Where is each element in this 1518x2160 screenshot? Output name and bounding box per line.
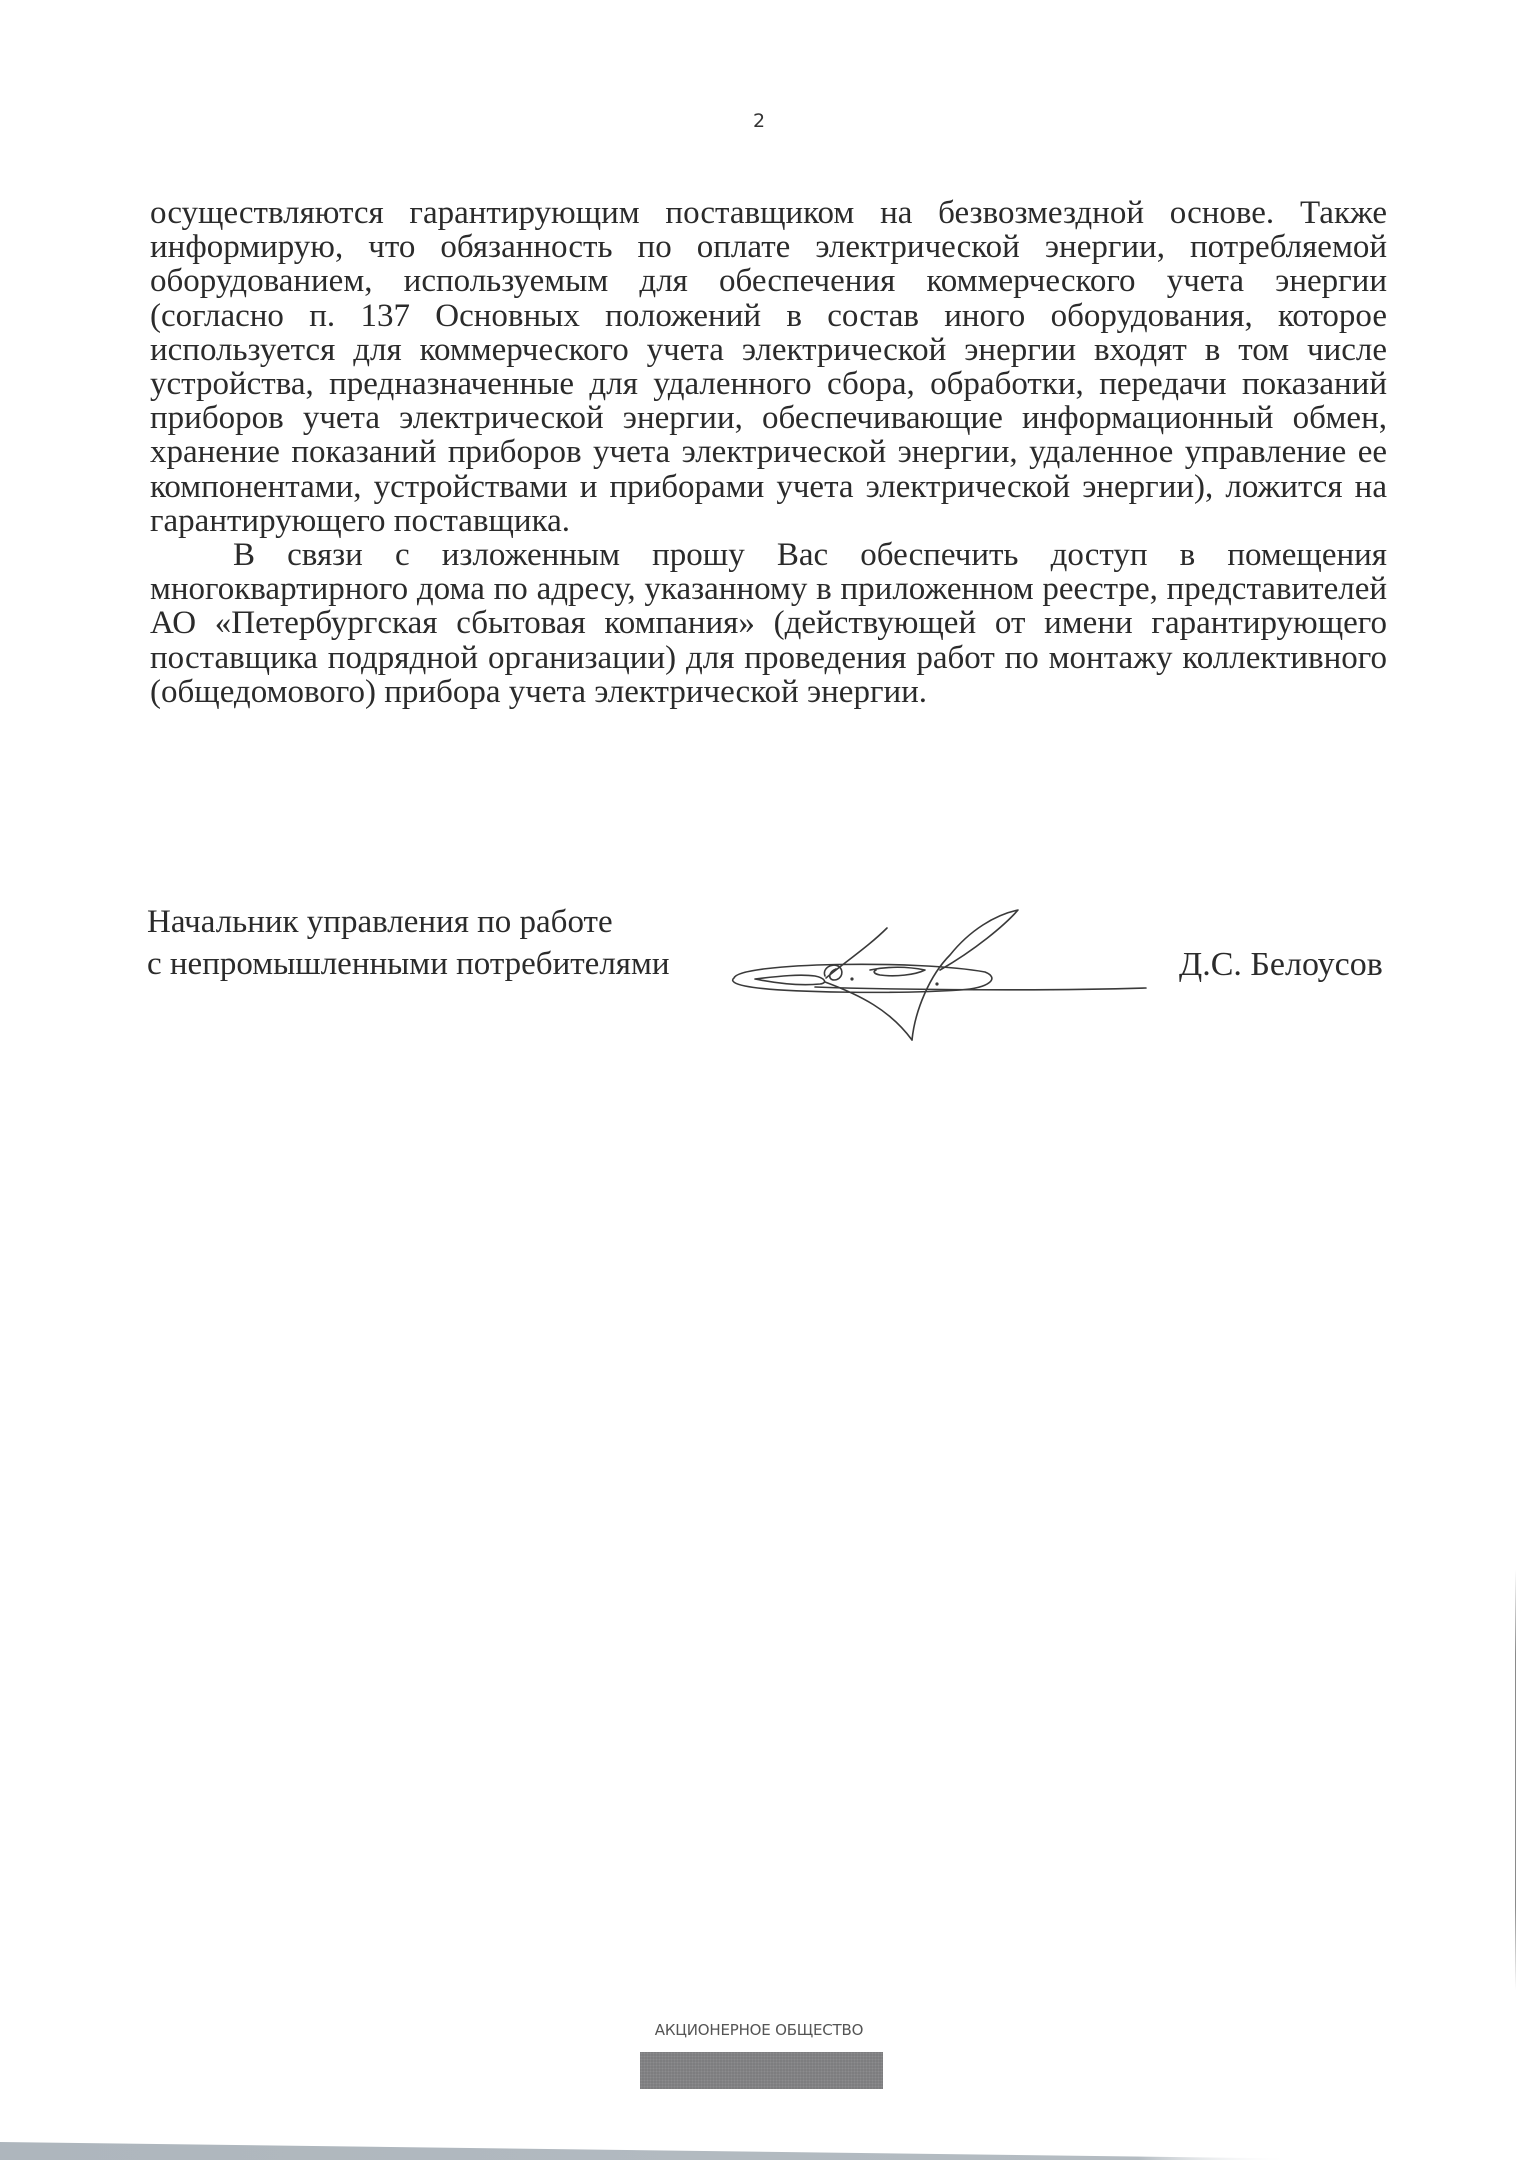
paragraph-request: В связи с изложенным прошу Вас обеспечить доступ в помещения многоквартирного дома по адресу, указанному в приложенном реестре, представителей АО «Петербургская сбытовая компания» (действующей от имени гарантирующего поставщика подрядной организации) для проведения работ по монтажу коллективного (общедомового) прибора учета электрической энергии. xyxy=(150,537,1387,710)
signature-inner-stroke xyxy=(755,975,825,984)
signature-descending-stroke xyxy=(825,982,912,1040)
scan-edge-right xyxy=(1515,1570,1516,1990)
signer-name: Д.С. Белоусов xyxy=(1179,946,1383,983)
scan-edge-shadow xyxy=(0,2142,1518,2160)
page-number: 2 xyxy=(752,110,766,132)
signature-dot xyxy=(851,978,853,980)
signature-rising-stroke xyxy=(912,910,1018,1040)
paragraph-continuation: осуществляются гарантирующим поставщиком на безвозмездной основе. Также информирую, что обязанность по оплате электрической энергии, потребляемой оборудованием, используемым для обеспечения коммерческого учета энергии (согласно п. 137 Основных положений в состав иного оборудования, которое используется для коммерческого учета электрической энергии входят в том числе устройства, предназначенные для удаленного сбора, обработки, передачи показаний приборов учета электрической энергии, обеспечивающие информационный обмен, хранение показаний приборов учета электрической энергии, удаленное управление ее компонентами, устройствами и приборами учета электрической энергии), ложится на гарантирующего поставщика. xyxy=(150,195,1387,539)
signature-hook-stroke xyxy=(870,967,925,975)
scan-edge-bottom xyxy=(0,2140,1518,2160)
signature-dot xyxy=(936,983,938,985)
letter-body xyxy=(150,196,1387,709)
signatory-title xyxy=(147,901,670,985)
handwritten-signature xyxy=(720,900,1160,1050)
signature-slash-stroke xyxy=(826,928,887,978)
signatory-title-line-2: с непромышленными потребителями xyxy=(147,946,670,982)
signatory-title-line-1: Начальник управления по работе xyxy=(147,904,613,940)
footer-org-type: АКЦИОНЕРНОЕ ОБЩЕСТВО xyxy=(654,2021,864,2039)
footer-redacted-bar xyxy=(640,2052,883,2089)
